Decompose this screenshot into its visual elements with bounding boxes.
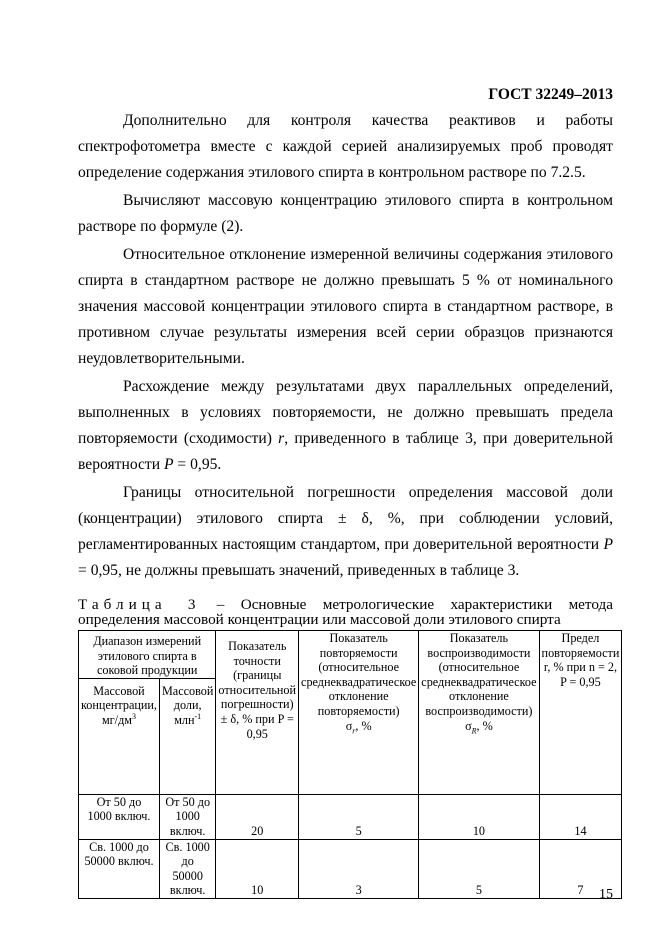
reproducibility-cell: 5	[419, 839, 539, 898]
accuracy-header-text: Показатель точности (границы относительной погрешности) ± δ, % при P = 0,95	[218, 639, 297, 741]
paragraph-control-check: Дополнительно для контроля качества реактивов и работы спектрофотометра вместе с каждой серией анализируемых проб проводят определение содержания этилового спирта в контрольном растворе по 7.2.5.	[78, 112, 613, 181]
sigma-R: $\sigma_R$, %	[465, 718, 493, 735]
conc-cell: Св. 1000 до 50000 включ.	[79, 839, 160, 898]
accuracy-cell: 10	[216, 839, 299, 898]
frac-header: Массовой доли, млн$^{-1}$	[159, 678, 215, 794]
reproducibility-header	[419, 631, 539, 795]
symbol-r: r	[278, 430, 285, 447]
limit-header-text: Предел повторяемости r, % при n = 2, P = 0,95	[541, 631, 620, 689]
repeatability-cell: 3	[299, 839, 419, 898]
page-number: 15	[599, 887, 613, 902]
para4-end: = 0,95.	[173, 456, 222, 473]
reproducibility-header-text: Показатель воспроизводимости (относительное среднеквадратическое отклонение воспроизводимости)	[421, 631, 537, 718]
table-caption-text: – Основные метрологические характеристики метода определения массовой концентрации или массовой доли этилового спирта	[78, 596, 613, 628]
standard-number: ГОСТ 32249–2013	[488, 86, 613, 103]
symbol-p: P	[603, 536, 613, 553]
repeatability-header-text: Показатель повторяемости (относительное среднеквадратическое отклонение повторяемости)	[301, 631, 417, 718]
table-row	[79, 794, 622, 839]
symbol-p: P	[164, 456, 174, 473]
table-caption-label: Таблица 3	[78, 596, 201, 613]
sigma-r: $\sigma_r$, %	[345, 718, 372, 735]
limit-cell: 14	[539, 794, 622, 839]
paragraph-error-bounds	[78, 480, 613, 584]
para4-middle: , приведенного в таблице 3, при доверительной вероятности	[78, 430, 613, 473]
repeatability-header	[299, 631, 419, 795]
accuracy-cell: 20	[216, 794, 299, 839]
para4-start: Расхождение между результатами двух параллельных определений, выполненных в условиях повторяемости, не должно превышать предела повторяемости (сходимости)	[78, 378, 613, 447]
frac-cell: От 50 до 1000 включ.	[159, 794, 215, 839]
repeatability-cell: 5	[299, 794, 419, 839]
paragraph-deviation: Относительное отклонение измеренной величины содержания этилового спирта в стандартном растворе не должно превышать 5 % от номинального значения массовой концентрации этилового спирта в стандартном растворе, в противном случае результаты измерения всей серии образцов признаются неудовлетворительными.	[78, 246, 613, 367]
metrology-table	[78, 630, 622, 899]
reproducibility-cell: 10	[419, 794, 539, 839]
limit-cell: 7	[539, 839, 622, 898]
paragraph-formula: Вычисляют массовую концентрацию этилового спирта в контрольном растворе по формуле (2).	[78, 192, 613, 235]
table-row	[79, 839, 622, 898]
body-text	[78, 108, 613, 584]
limit-header	[539, 631, 622, 795]
range-header: Диапазон измерений этилового спирта в соковой продукции	[79, 631, 216, 679]
accuracy-header	[216, 631, 299, 795]
conc-header: Массовой концентрации, $мг/дм^3$	[79, 678, 160, 794]
conc-cell: От 50 до 1000 включ.	[79, 794, 160, 839]
para5-start: Границы относительной погрешности определения массовой доли (концентрации) этилового спирта ± δ, %, при соблюдении условий, регламентированных настоящим стандартом, при доверительной вероятности	[78, 484, 613, 553]
table-caption	[78, 597, 613, 627]
frac-cell: Св. 1000 до 50000 включ.	[159, 839, 215, 898]
paragraph-repeatability	[78, 374, 613, 478]
para5-end: = 0,95, не должны превышать значений, приведенных в таблице 3.	[78, 562, 520, 579]
